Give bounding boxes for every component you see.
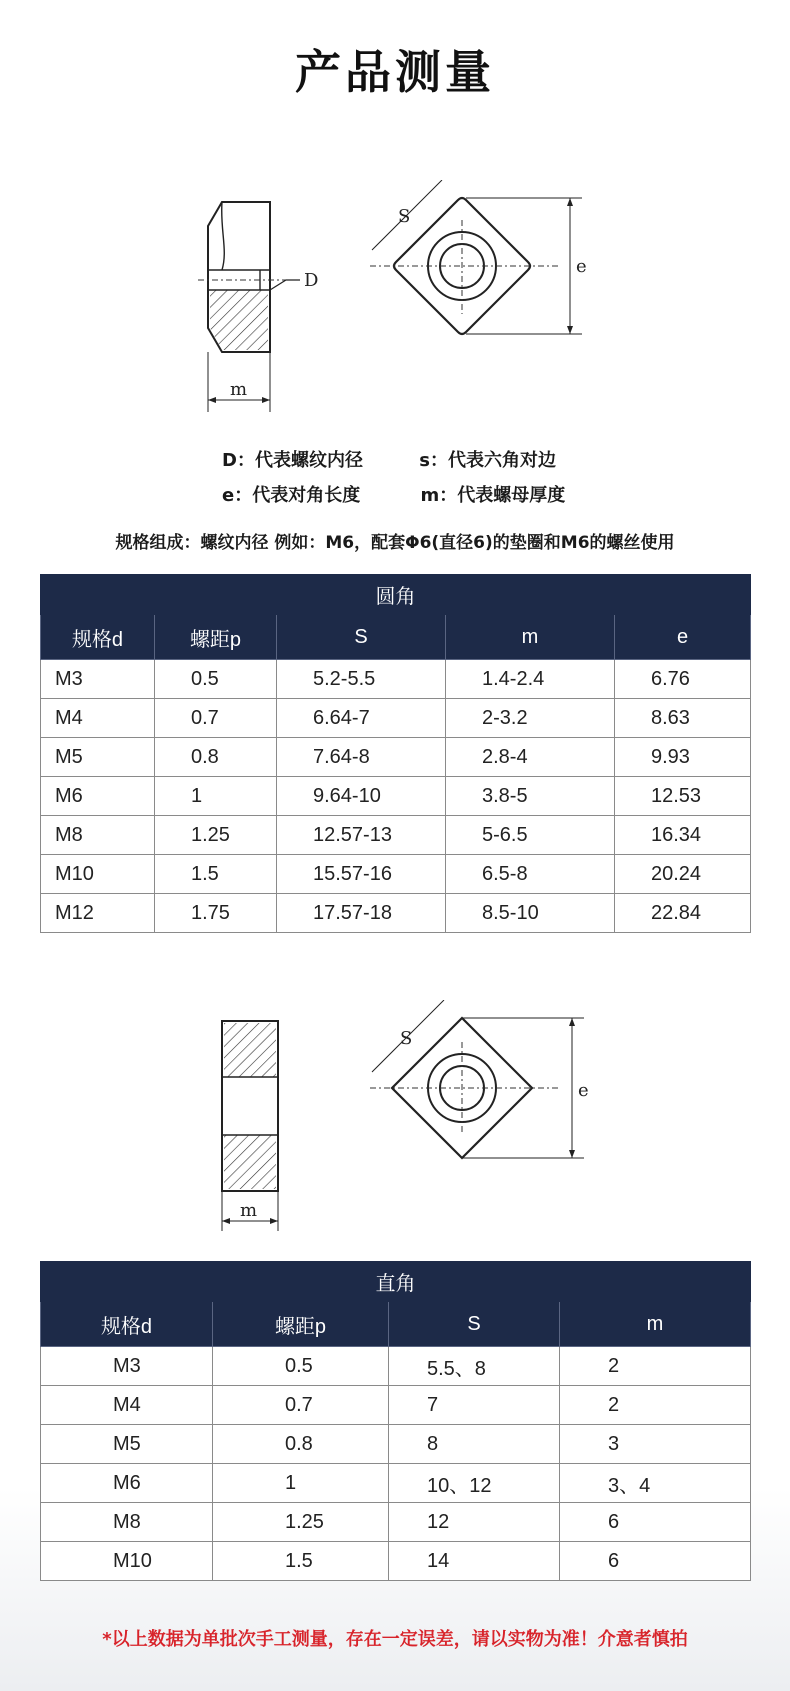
legend-s-text: 代表六角对边 xyxy=(447,450,556,471)
legend-s-key: s： xyxy=(419,450,448,471)
legend-row-1 xyxy=(222,446,556,472)
table-cell: M8 xyxy=(41,1503,213,1542)
table-cell: M5 xyxy=(41,738,155,777)
table-cell: 10、12 xyxy=(389,1464,560,1503)
table-cell: 15.57-16 xyxy=(277,855,446,894)
legend-row-2 xyxy=(222,481,565,507)
table-cell: M10 xyxy=(41,1542,213,1581)
table-cell: 2.8-4 xyxy=(446,738,615,777)
legend-m-text: 代表螺母厚度 xyxy=(457,485,566,506)
label-m-2: m xyxy=(240,1200,258,1221)
table-cell: 6.64-7 xyxy=(277,699,446,738)
table-row xyxy=(41,660,751,699)
table-cell: 17.57-18 xyxy=(277,894,446,933)
table-row xyxy=(41,816,751,855)
table-cell: 12.57-13 xyxy=(277,816,446,855)
column-header: m xyxy=(560,1302,751,1347)
table-cell: M6 xyxy=(41,777,155,816)
round-table-caption: 圆角 xyxy=(41,575,751,615)
table-cell: M8 xyxy=(41,816,155,855)
column-header: S xyxy=(277,615,446,660)
table-cell: 8.5-10 xyxy=(446,894,615,933)
table-cell: 3.8-5 xyxy=(446,777,615,816)
table-cell: M12 xyxy=(41,894,155,933)
table-cell: 6 xyxy=(560,1542,751,1581)
table-cell: 2 xyxy=(560,1386,751,1425)
column-header: m xyxy=(446,615,615,660)
table-row xyxy=(41,1542,751,1581)
page-title: 产品测量 xyxy=(295,45,495,99)
table-cell: M4 xyxy=(41,1386,213,1425)
table-cell: 1.25 xyxy=(155,816,277,855)
table-cell: 1.25 xyxy=(213,1503,389,1542)
label-s: S xyxy=(398,206,411,227)
legend-m-key: m： xyxy=(420,485,458,506)
table-cell: 1 xyxy=(213,1464,389,1503)
table-cell: 22.84 xyxy=(615,894,751,933)
table-cell: 8 xyxy=(389,1425,560,1464)
legend-d-text: 代表螺纹内径 xyxy=(254,450,363,471)
label-d: D xyxy=(304,270,319,291)
round-corner-table xyxy=(40,574,751,933)
column-header: e xyxy=(615,615,751,660)
table-cell: 2-3.2 xyxy=(446,699,615,738)
table-row xyxy=(41,699,751,738)
table-cell: 7 xyxy=(389,1386,560,1425)
table-cell: 1 xyxy=(155,777,277,816)
table-cell: 9.64-10 xyxy=(277,777,446,816)
table-cell: 8.63 xyxy=(615,699,751,738)
table-row xyxy=(41,1386,751,1425)
table-cell: 16.34 xyxy=(615,816,751,855)
table-row xyxy=(41,1503,751,1542)
square-nut-top-view xyxy=(370,1000,630,1200)
table-cell: 12 xyxy=(389,1503,560,1542)
square-corner-table xyxy=(40,1261,751,1581)
table-cell: M3 xyxy=(41,660,155,699)
table-row xyxy=(41,777,751,816)
round-nut-side-view xyxy=(180,190,340,420)
square-table-caption: 直角 xyxy=(41,1262,751,1302)
column-header: S xyxy=(389,1302,560,1347)
legend-d-key: D： xyxy=(222,450,255,471)
table-cell: 3、4 xyxy=(560,1464,751,1503)
table-row xyxy=(41,1464,751,1503)
table-cell: 1.5 xyxy=(155,855,277,894)
table-row xyxy=(41,894,751,933)
table-cell: 3 xyxy=(560,1425,751,1464)
table-row xyxy=(41,1425,751,1464)
table-cell: 5.5、8 xyxy=(389,1347,560,1386)
label-s-2: S xyxy=(400,1028,413,1049)
disclaimer-text: *以上数据为单批次手工测量，存在一定误差，请以实物为准！介意者慎拍 xyxy=(102,1629,688,1650)
legend-e-text: 代表对角长度 xyxy=(252,485,361,506)
table-cell: 2 xyxy=(560,1347,751,1386)
table-cell: 0.7 xyxy=(213,1386,389,1425)
table-cell: 0.8 xyxy=(155,738,277,777)
table-cell: M6 xyxy=(41,1464,213,1503)
column-header: 规格d xyxy=(41,1302,213,1347)
table-cell: M10 xyxy=(41,855,155,894)
table-cell: 7.64-8 xyxy=(277,738,446,777)
table-cell: 0.7 xyxy=(155,699,277,738)
table-cell: 5.2-5.5 xyxy=(277,660,446,699)
table-cell: 0.5 xyxy=(213,1347,389,1386)
column-header: 规格d xyxy=(41,615,155,660)
spec-note: 规格组成：螺纹内径 例如：M6，配套Φ6(直径6)的垫圈和M6的螺丝使用 xyxy=(115,533,675,553)
column-header: 螺距p xyxy=(213,1302,389,1347)
square-nut-side-view xyxy=(210,1015,300,1235)
label-e-2: e xyxy=(578,1080,589,1101)
table-row xyxy=(41,1347,751,1386)
table-cell: M3 xyxy=(41,1347,213,1386)
label-e: e xyxy=(576,256,587,277)
table-cell: 0.8 xyxy=(213,1425,389,1464)
column-header: 螺距p xyxy=(155,615,277,660)
table-cell: 1.4-2.4 xyxy=(446,660,615,699)
table-cell: 6.5-8 xyxy=(446,855,615,894)
table-cell: 12.53 xyxy=(615,777,751,816)
table-row xyxy=(41,855,751,894)
table-cell: 0.5 xyxy=(155,660,277,699)
legend-e-key: e： xyxy=(222,485,253,506)
table-cell: 6 xyxy=(560,1503,751,1542)
table-row xyxy=(41,738,751,777)
table-cell: M4 xyxy=(41,699,155,738)
table-cell: 20.24 xyxy=(615,855,751,894)
table-cell: M5 xyxy=(41,1425,213,1464)
table-cell: 6.76 xyxy=(615,660,751,699)
table-cell: 1.75 xyxy=(155,894,277,933)
table-cell: 9.93 xyxy=(615,738,751,777)
table-cell: 5-6.5 xyxy=(446,816,615,855)
round-nut-top-view xyxy=(370,180,630,380)
table-cell: 14 xyxy=(389,1542,560,1581)
label-m: m xyxy=(230,379,248,400)
table-cell: 1.5 xyxy=(213,1542,389,1581)
